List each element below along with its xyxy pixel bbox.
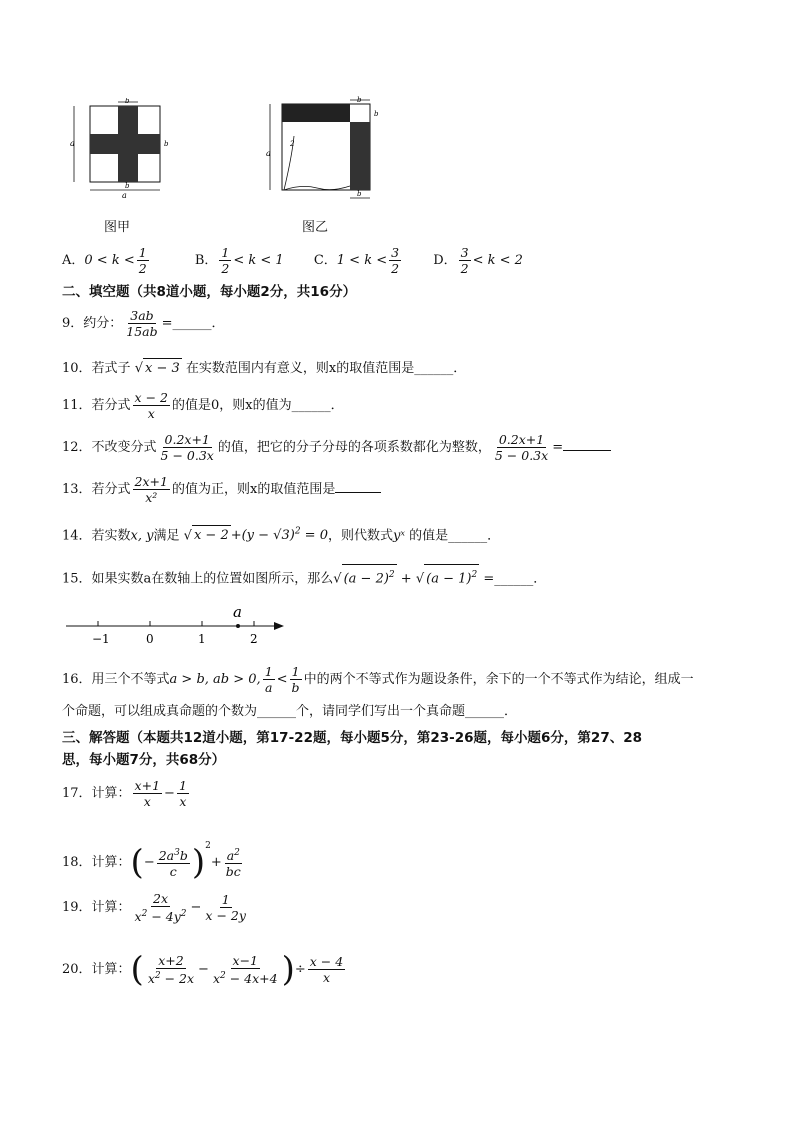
tick-label: −1 (92, 632, 110, 646)
svg-text:b: b (357, 190, 362, 198)
option-a: A．0 < k < $\frac{1}{2}$ (62, 245, 147, 276)
q12: 12．不改变分式 $\frac{0.2x+1}{5 - 0.3x}$ 的值，把它的分子分母的各项系数都化为整数， $\frac{0.2x+1}{5 - 0.3x}$ = (62, 430, 611, 466)
q11: 11．若分式 $\frac{x - 2}{x}$ 的值是0，则x的值为______． (62, 390, 344, 421)
option-d: D． $\frac{3}{2}$ < k < 2 (433, 245, 523, 276)
section3-heading-2: 思，每小题7分，共68分） (62, 752, 226, 768)
q19: 19．计算： $\frac{2x}{x^2 - 4y^2}$ − $\frac{1}{x - 2y}$ (62, 890, 246, 925)
svg-text:b: b (374, 110, 379, 118)
section2-heading: 二、填空题（共8道小题，每小题2分，共16分） (62, 284, 357, 300)
figure-yi (262, 96, 386, 210)
q15: 15．如果实数a在数轴上的位置如图所示，那么√ $(a - 2)^2$ + √ $(a - 1)^2$ =______． (62, 564, 546, 589)
q13: 13．若分式 $\frac{2x+1}{\text{x²}}$ 的值为正，则x的取值范围是 (62, 472, 381, 508)
section3-heading-1: 三、解答题（本题共12道小题，第17-22题，每小题5分，第23-26题，每小题6分，第27、28 (62, 730, 642, 746)
svg-text:a: a (122, 191, 127, 200)
svg-text:b: b (125, 98, 130, 105)
q17: 17．计算： $\frac{x+1}{x}$ − $\frac{1}{x}$ (62, 778, 187, 809)
figure-jia (62, 98, 172, 208)
q10: 10．若式子 √ x − 3 在实数范围内有意义，则x的取值范围是______． (62, 358, 466, 379)
q20: 20．计算：( $\frac{x+2}{x^2 - 2x}$ − $\frac{x-1}{x^2 - 4x+4}$ )÷ $\frac{x - 4}{x}$ (62, 949, 344, 990)
svg-text:a: a (266, 149, 271, 158)
q16-line2: 个命题，可以组成真命题的个数为______个，请同学们写出一个真命题______． (62, 704, 518, 719)
tick-label: 0 (146, 632, 154, 646)
svg-text:b: b (164, 140, 169, 148)
svg-text:b: b (357, 96, 362, 104)
number-line (62, 600, 292, 650)
q18: 18．计算：(− $\frac{2a^3b}{c}$ )$^2$+ $\frac{a^2}{bc}$ (62, 841, 241, 883)
option-c: C．1 < k < $\frac{3}{2}$ (313, 245, 400, 276)
point-a-label: a (233, 603, 242, 621)
q16-line1: 16．用三个不等式a > b, ab > 0, $\frac{1}{a}$ < $\frac{1}{b}$ 中的两个不等式作为题设条件，余下的一个不等式作为结论，组成一 (62, 664, 694, 695)
option-b: B． $\frac{1}{2}$ < k < 1 (194, 245, 284, 276)
tick-label: 1 (198, 632, 206, 646)
svg-text:b: b (125, 182, 130, 190)
figure-yi-caption: 图乙 (302, 220, 329, 235)
q8-options (62, 244, 523, 278)
svg-text:a: a (70, 139, 75, 148)
q14: 14．若实数x, y满足 √ $x - 2 +(y - √3)^2 = 0$，则代数式yˣ 的值是______． (62, 522, 500, 546)
tick-label: 2 (250, 632, 258, 646)
q9: 9．约分： $\frac{3ab}{15ab}$ =______． (62, 308, 225, 339)
figure-jia-caption: 图甲 (104, 220, 131, 235)
point-a (236, 624, 240, 628)
svg-text:2: 2 (290, 140, 295, 148)
